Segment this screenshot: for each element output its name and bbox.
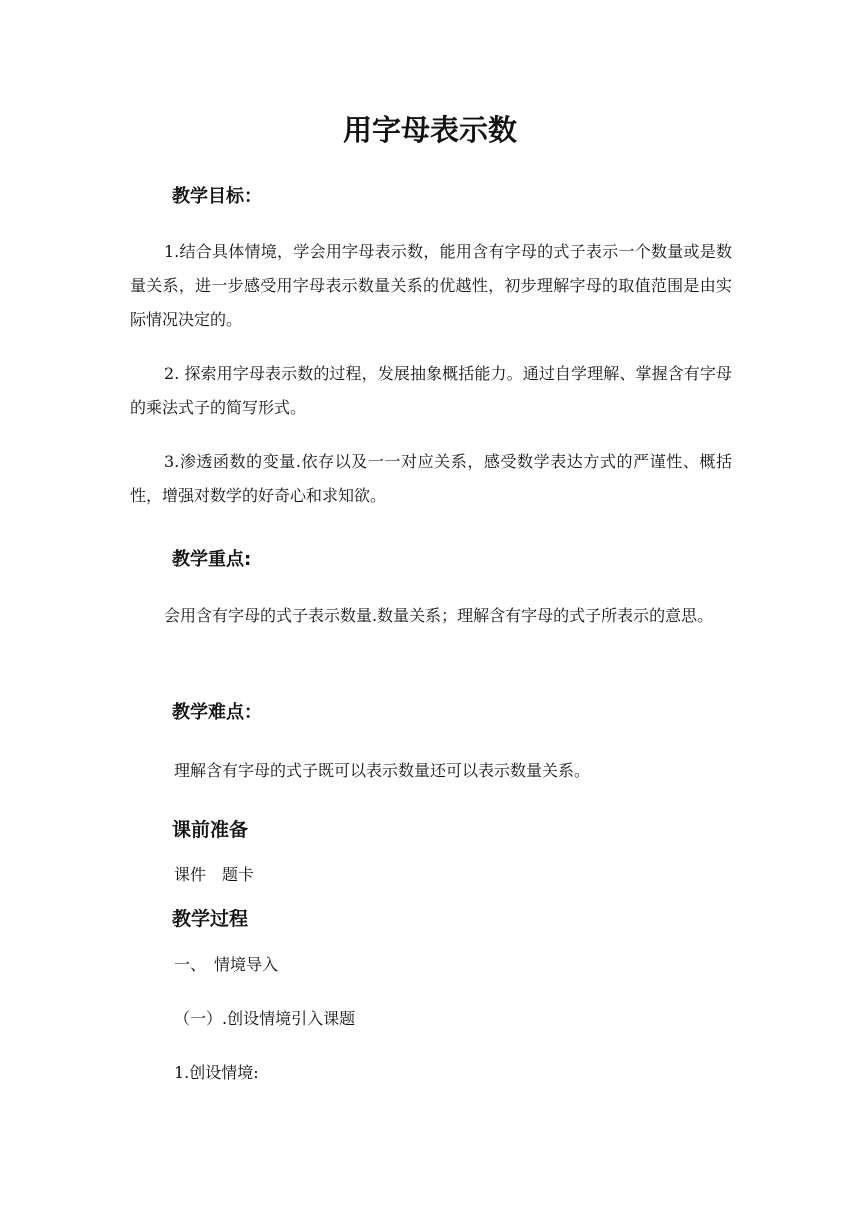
difficulties-text: 理解含有字母的式子既可以表示数量还可以表示数量关系。 (174, 761, 591, 780)
page-title: 用字母表示数 (342, 113, 517, 147)
objective-item-2: 2. 探索用字母表示数的过程，发展抽象概括能力。通过自学理解、掌握含有字母的乘法式子的简写形式。 (130, 364, 732, 417)
section-1-heading: 一、 情境导入 (174, 955, 279, 974)
process-heading: 教学过程 (172, 908, 249, 930)
key-points-text: 会用含有字母的式子表示数量.数量关系；理解含有字母的式子所表示的意思。 (164, 606, 714, 625)
preparation-text: 课件 题卡 (174, 865, 255, 884)
objective-item-3: 3.渗透函数的变量.依存以及一一对应关系，感受数学表达方式的严谨性、概括性，增强对数学的好奇心和求知欲。 (130, 452, 732, 505)
objective-item-1: 1.结合具体情境，学会用字母表示数，能用含有字母的式子表示一个数量或是数量关系，进一步感受用字母表示数量关系的优越性，初步理解字母的取值范围是由实际情况决定的。 (130, 242, 732, 329)
step-1-text: 1.创设情境: (174, 1063, 259, 1082)
preparation-heading: 课前准备 (172, 819, 249, 841)
key-points-heading: 教学重点: (172, 549, 252, 570)
subsection-1-heading: （一）.创设情境引入课题 (174, 1009, 356, 1028)
objectives-heading: 教学目标： (172, 186, 262, 207)
difficulties-heading: 教学难点： (172, 702, 262, 723)
